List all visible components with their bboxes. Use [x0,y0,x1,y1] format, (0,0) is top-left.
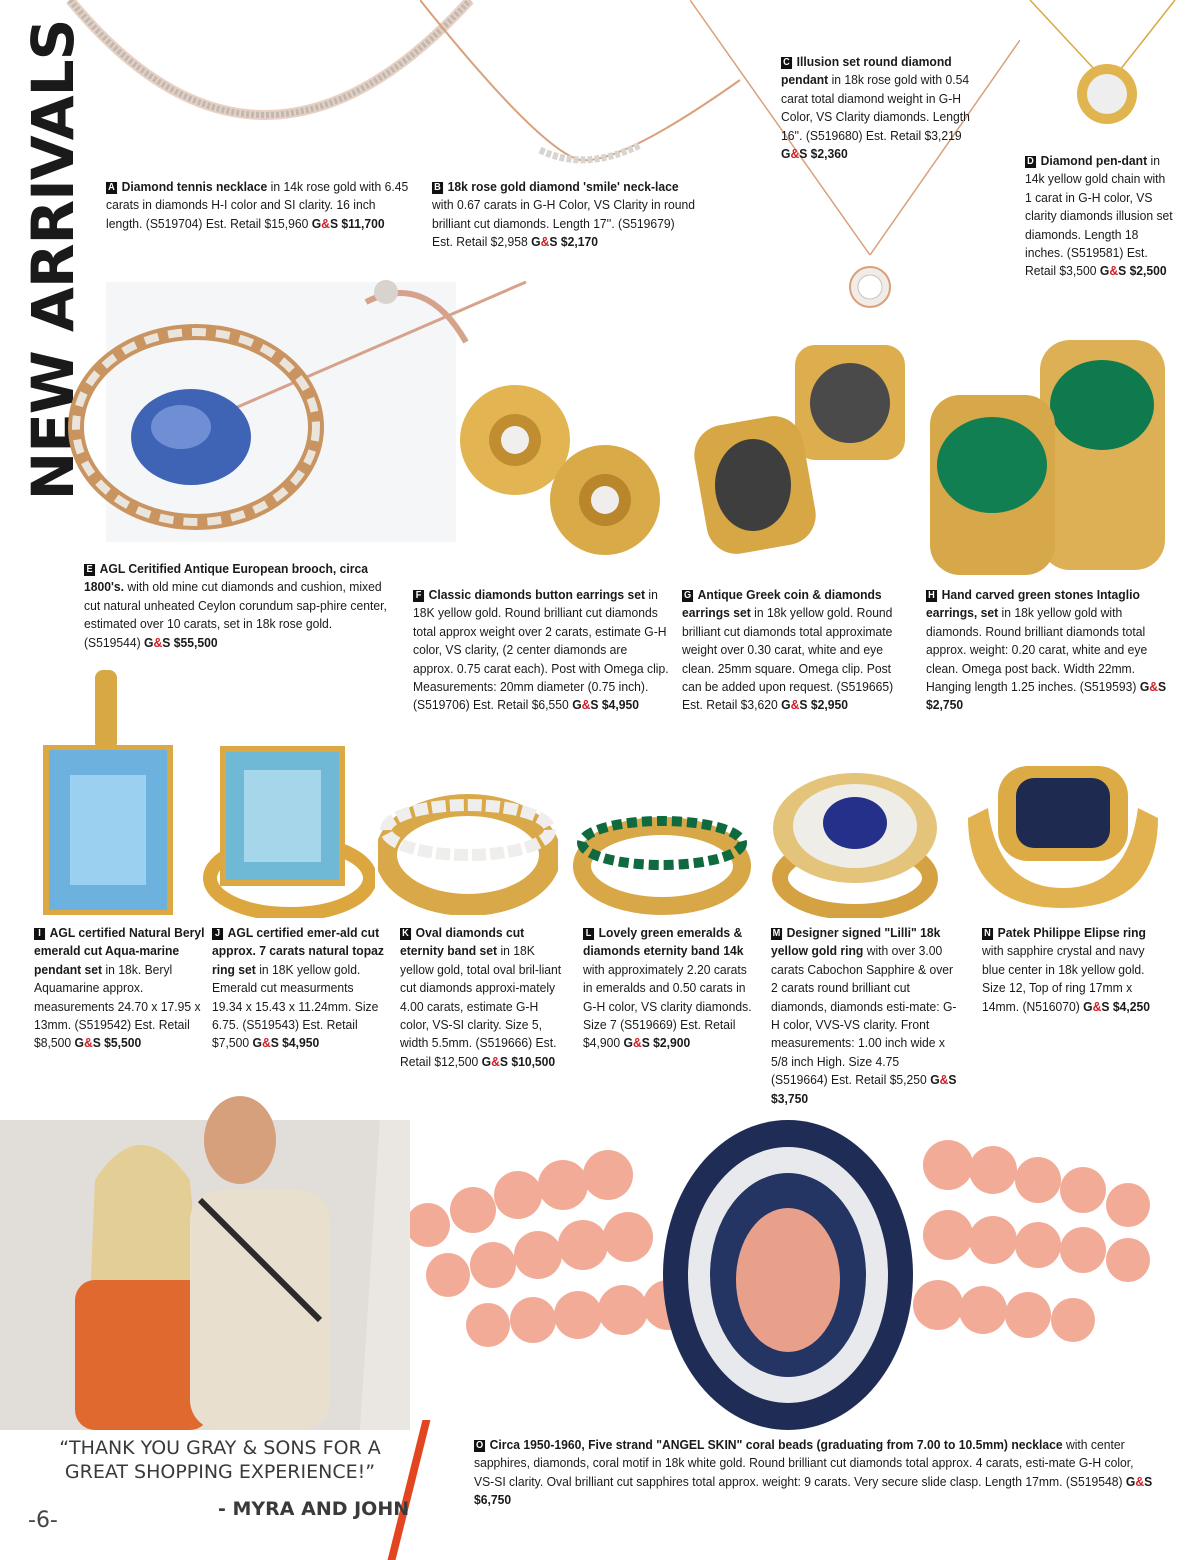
item-letter-badge: G [683,590,692,601]
item-name: Lovely green emeralds & diamonds eternity band 14k [583,925,744,959]
item-j [212,924,385,1053]
item-i [34,924,205,1053]
item-description: with old mine cut diamonds and cushion, mixed cut natural unheated Ceylon corundum sap-phire center, estimated over 10 carats, set in 18k rose gold. (S519544) [84,579,387,650]
item-n [982,924,1166,1016]
item-m [771,924,959,1108]
item-price: G&S $11,700 [311,215,385,231]
item-e [84,560,388,652]
item-name: Oval diamonds cut eternity band set [400,925,525,959]
item-letter-badge: O [475,1440,484,1451]
item-price: G&S $3,750 [771,1072,957,1106]
item-description: in 18k yellow gold. Round brilliant cut diamonds total approximate weight over 0.30 carat, white and eye clean. 25mm square. Omega clip. Post can be added upon request. (S519665) Est. Retail $3,620 [682,605,894,713]
item-price: G&S $2,900 [623,1035,691,1051]
item-name: AGL certified emer-ald cut approx. 7 carats natural topaz ring set [212,925,384,977]
item-letter-badge: D [1025,156,1036,168]
testimonial-quote: “THANK YOU GRAY & SONS FOR A GREAT SHOPPING EXPERIENCE!” [59,1437,381,1483]
item-description: in 18K yellow gold, total oval bril-liant cut diamonds approxi-mately 4.00 carats, estimate G-H color, VS-SI clarity. Size 5, width 5.5mm. (S519666) Est. Retail $12,500 [400,943,562,1069]
item-letter-badge: F [413,590,424,602]
item-letter-badge: M [772,928,781,939]
tennis-necklace-photo [60,0,480,150]
item-letter-badge: I [34,928,45,940]
page-title: NEW ARRIVALS [19,19,87,501]
item-name: AGL Ceritified Antique European brooch, circa 1800's. [84,561,368,595]
item-price: G&S $55,500 [144,634,218,650]
item-description: in 18k yellow gold with diamonds. Round brilliant diamonds total approx. weight: 0.20 carat, white and eye clean. Omega post back. Width 22mm. Hanging length 1.25 inches. (S519593) [926,605,1148,695]
emerald-eternity-band-photo [572,808,752,918]
item-price: G&S $2,950 [781,697,848,713]
item-letter-badge: L [583,928,594,940]
item-description: in 14k rose gold with 6.45 carats in diamonds H-I color and SI clarity. 16 inch length. (S519704) Est. Retail $15,960 [106,179,409,231]
item-price: G&S $5,500 [74,1035,142,1051]
item-name: Classic diamonds button earrings set [428,587,646,602]
item-o [474,1436,1155,1510]
customer-photo [0,1080,440,1430]
item-name: AGL certified Natural Beryl emerald cut Aqua-marine pendant set [34,925,205,977]
patek-philippe-ring-photo [958,758,1168,918]
greek-coin-earrings-photo [685,335,915,580]
intaglio-earrings-photo [925,335,1170,580]
item-price: G&S $2,170 [531,234,598,250]
item-letter-badge: H [926,590,937,602]
item-name: Diamond pen-dant [1040,153,1148,168]
lilli-sapphire-ring-photo [765,768,945,918]
diamond-pendant-photo [1010,0,1190,140]
item-price: G&S $6,750 [474,1473,1153,1508]
item-name: Diamond tennis necklace [121,179,268,194]
item-description: with 0.67 carats in G-H Color, VS Clarity in round brilliant cut diamonds. Length 17''. (S519679) Est. Retail $2,958 [432,197,695,250]
item-letter-badge: K [400,928,411,940]
item-letter-badge: E [84,564,95,576]
item-f [413,586,671,715]
item-name: 18k rose gold diamond 'smile' neck-lace [447,179,679,194]
aquamarine-pendant-photo [35,670,185,920]
item-name: Antique Greek coin & diamonds earrings set [682,587,882,621]
item-letter-badge: C [781,57,792,69]
item-description: with approximately 2.20 carats in emeralds and 0.50 carats in G-H color, VS clarity diamonds. Size 7 (S519669) Est. Retail $4,900 [583,961,752,1051]
item-price: G&S $4,950 [572,697,639,713]
item-price: G&S $2,360 [781,146,848,162]
item-c [781,53,991,163]
page-number: -6- [28,1508,58,1533]
item-d [1025,152,1174,281]
item-name: Designer signed "Lilli" 18k yellow gold ring [771,925,941,959]
item-description: with center sapphires, diamonds, coral motif in 18k white gold. Round brilliant cut diamonds total approx. 4 carats, esti-mate G-H color, VS-SI clarity. Oval brilliant cut sapphires total approx. weight: 9 carats. Very secure slide clasp. Length 17mm. (S519548) [474,1437,1134,1489]
coral-necklace-photo [388,1075,1178,1435]
item-letter-badge: N [982,928,993,940]
item-letter-badge: J [212,928,223,940]
testimonial-signature: - MYRA AND JOHN [218,1498,410,1520]
item-price: G&S $2,750 [926,679,1167,713]
item-description: in 18k rose gold with 0.54 carat total diamond weight in G-H Color, VS Clarity diamonds. Length 16''. (S519680) Est. Retail $3,219 [781,72,970,143]
item-name: Patek Philippe Elipse ring [997,925,1146,940]
item-b [432,178,699,252]
item-description: in 18K yellow gold. Round brilliant cut diamonds total approx weight over 2 carats, estimate G-H color, VS clarity, (2 center diamonds are approx. 0.75 carat each). Post with Omega clip. Measurements: 20mm diameter (0.75 inch). (S519706) Est. Retail $6,550 [413,587,669,713]
item-h [926,586,1167,715]
item-price: G&S $2,500 [1099,263,1167,279]
item-k [400,924,567,1071]
button-earrings-photo [455,380,685,570]
item-g [682,586,912,715]
item-name: Circa 1950-1960, Five strand "ANGEL SKIN" coral beads (graduating from 7.00 to 10.5mm) necklace [489,1437,1063,1452]
item-name: Illusion set round diamond pendant [781,54,952,88]
item-l [583,924,754,1053]
item-a [106,178,410,233]
item-price: G&S $4,250 [1083,998,1150,1014]
item-description: in 14k yellow gold chain with 1 carat in G-H color, VS clarity diamonds illusion set diamonds. Length 18 inches. (S519581) Est. Retail $3,500 [1025,153,1173,279]
item-price: G&S $10,500 [481,1053,556,1069]
topaz-ring-photo [200,738,375,918]
oval-eternity-band-photo [378,790,558,915]
item-description: with over 3.00 carats Cabochon Sapphire & over 2 carats round brilliant cut diamonds, diamonds esti-mate: G-H color, VVS-VS clarity. Front measurements: 1.00 inch wide x 5/8 inch High. Size 4.75 (S519664) Est. Retail $5,250 [771,943,957,1088]
item-letter-badge: A [106,182,117,194]
item-description: in 18K yellow gold. Emerald cut measurments 19.34 x 15.43 x 11.24mm. Size 6.75. (S519543) Est. Retail $7,500 [212,961,379,1051]
item-name: Hand carved green stones Intaglio earrings, set [926,587,1140,621]
item-description: in 18k. Beryl Aquamarine approx. measurements 24.70 x 17.95 x 13mm. (S519542) Est. Retail $8,500 [34,961,201,1051]
item-letter-badge: B [432,182,443,194]
item-description: with sapphire crystal and navy blue center in 18k yellow gold. Size 12, Top of ring 17mm x 14mm. (N516070) [982,943,1145,1014]
item-price: G&S $4,950 [252,1035,320,1051]
